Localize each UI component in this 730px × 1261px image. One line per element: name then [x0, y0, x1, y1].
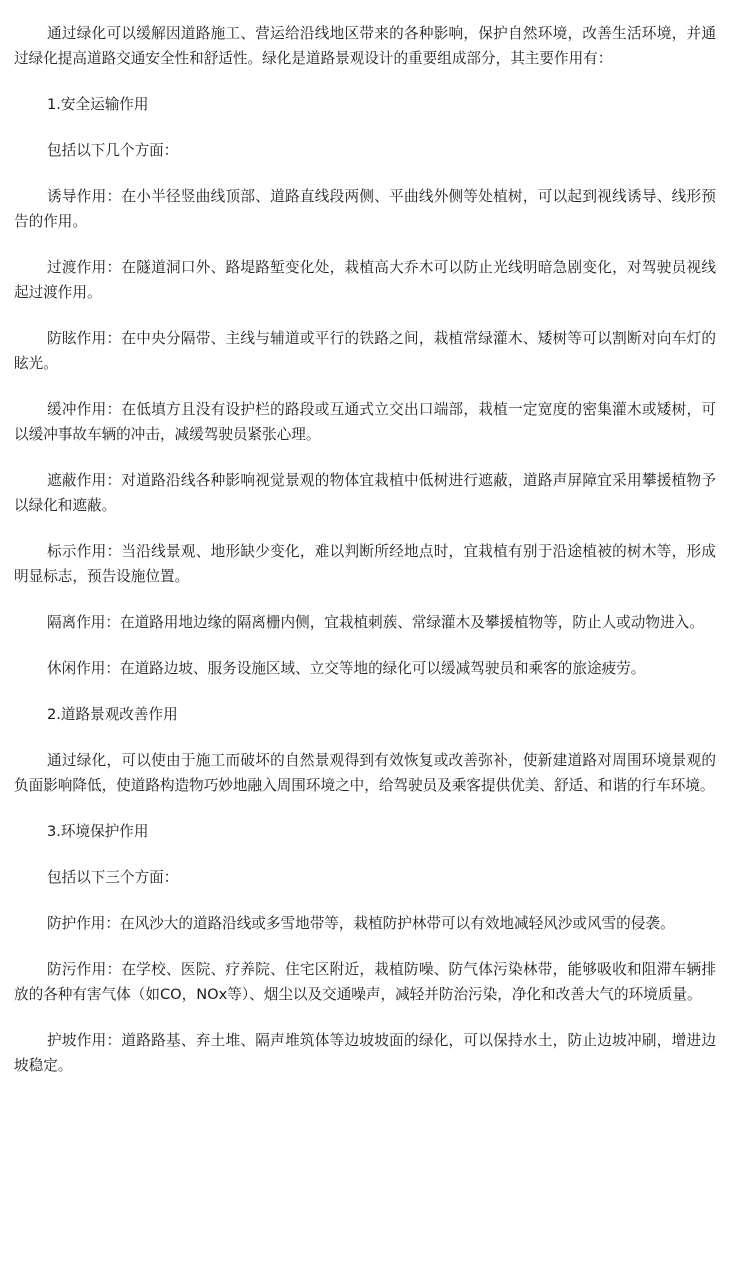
section-heading-environment: 3.环境保护作用 [47, 823, 149, 840]
section-lead: 包括以下三个方面： [47, 869, 179, 886]
section-heading-landscape: 2.道路景观改善作用 [47, 706, 178, 723]
item-buffer: 缓冲作用：在低填方且没有设护栏的路段或互通式立交出口端部，栽植一定宽度的密集灌木或矮树，可以缓冲事故车辆的冲击，减缓驾驶员紧张心理。 [14, 401, 716, 443]
section-heading-safety: 1.安全运输作用 [47, 96, 149, 113]
item-screening: 遮蔽作用：对道路沿线各种影响视觉景观的物体宜栽植中低树进行遮蔽，道路声屏障宜采用攀援植物予以绿化和遮蔽。 [14, 472, 716, 514]
item-pollution-control: 防污作用：在学校、医院、疗养院、住宅区附近，栽植防噪、防气体污染林带，能够吸收和阻滞车辆排放的各种有害气体（如CO，NOx等）、烟尘以及交通噪声，减轻并防治污染，净化和改善大气的环境质量。 [14, 961, 716, 1003]
intro-paragraph: 通过绿化可以缓解因道路施工、营运给沿线地区带来的各种影响，保护自然环境，改善生活环境，并通过绿化提高道路交通安全性和舒适性。绿化是道路景观设计的重要组成部分，其主要作用有： [14, 25, 716, 67]
item-protection: 防护作用：在风沙大的道路沿线或多雪地带等，栽植防护林带可以有效地减轻风沙或风雪的侵袭。 [47, 915, 675, 932]
item-isolation: 隔离作用：在道路用地边缘的隔离栅内侧，宜栽植刺蔟、常绿灌木及攀援植物等，防止人或动物进入。 [47, 614, 704, 631]
item-guidance: 诱导作用：在小半径竖曲线顶部、道路直线段两侧、平曲线外侧等处植树，可以起到视线诱导、线形预告的作用。 [14, 188, 716, 230]
landscape-paragraph: 通过绿化，可以使由于施工而破坏的自然景观得到有效恢复或改善弥补，使新建道路对周围环境景观的负面影响降低，使道路构造物巧妙地融入周围环境之中，给驾驶员及乘客提供优美、舒适、和谐的行车环境。 [14, 752, 716, 794]
item-slope-protection: 护坡作用：道路路基、弃土堆、隔声堆筑体等边坡坡面的绿化，可以保持水土，防止边坡冲刷，增进边坡稳定。 [14, 1032, 716, 1074]
item-transition: 过渡作用：在隧道洞口外、路堤路堑变化处，栽植高大乔木可以防止光线明暗急剧变化，对驾驶员视线起过渡作用。 [14, 259, 716, 301]
item-marking: 标示作用：当沿线景观、地形缺少变化，难以判断所经地点时，宜栽植有别于沿途植被的树木等，形成明显标志，预告设施位置。 [14, 543, 716, 585]
section-lead: 包括以下几个方面： [47, 142, 179, 159]
item-anti-glare: 防眩作用：在中央分隔带、主线与辅道或平行的铁路之间，栽植常绿灌木、矮树等可以割断对向车灯的眩光。 [14, 330, 716, 372]
item-leisure: 休闲作用：在道路边坡、服务设施区域、立交等地的绿化可以缓减驾驶员和乘客的旅途疲劳。 [47, 660, 646, 677]
